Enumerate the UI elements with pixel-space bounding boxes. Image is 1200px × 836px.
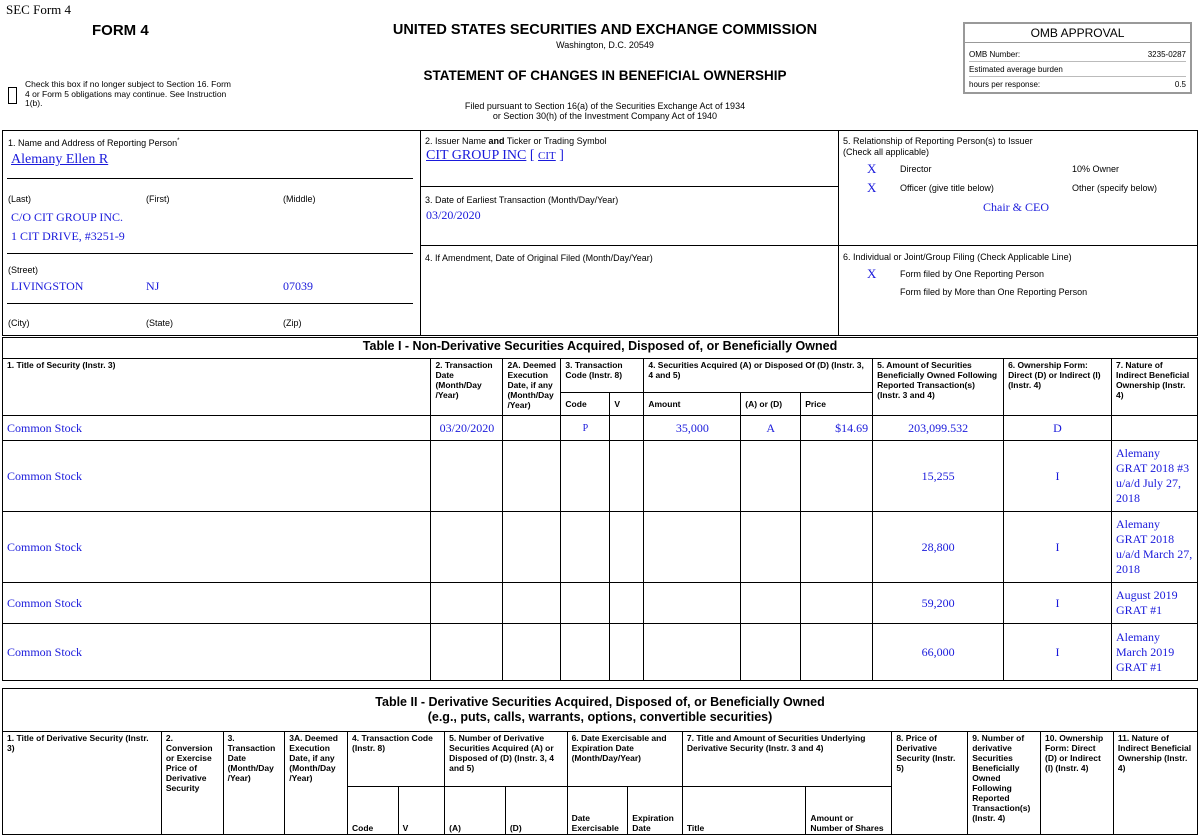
table-row xyxy=(3,583,1198,624)
cell-deemed-date xyxy=(503,416,561,441)
t2-header-code: 4. Transaction Code (Instr. 8) xyxy=(348,732,445,787)
cell-title: Common Stock xyxy=(3,416,431,441)
director-label: Director xyxy=(900,164,932,174)
other-label: Other (specify below) xyxy=(1072,183,1158,193)
t2-sub-d: (D) xyxy=(505,787,567,835)
cell-code xyxy=(561,624,610,681)
t2-header-ownership-form: 10. Ownership Form: Direct (D) or Indirect (I) (Instr. 4) xyxy=(1041,732,1114,835)
cell-amount-owned: 203,099.532 xyxy=(873,416,1004,441)
cell-a-or-d xyxy=(741,512,801,583)
commission-title: UNITED STATES SECURITIES AND EXCHANGE COMMISSION xyxy=(392,22,818,38)
table-row xyxy=(3,512,1198,583)
reporting-person-asterisk: * xyxy=(177,138,180,144)
state-label: (State) xyxy=(146,318,174,328)
reporting-person-label xyxy=(8,138,179,148)
cell-price xyxy=(801,583,873,624)
issuer-name-link[interactable]: CIT GROUP INC xyxy=(426,148,527,163)
ticker-open-bracket: [ xyxy=(529,148,535,163)
t2-header-deemed-date: 3A. Deemed Execution Date, if any (Month/Day /Year) xyxy=(285,732,348,835)
t1-header-code: 3. Transaction Code (Instr. 8) xyxy=(561,359,644,393)
no-longer-subject-checkbox[interactable] xyxy=(8,87,17,104)
table1-caption: Table I - Non-Derivative Securities Acquired, Disposed of, or Beneficially Owned xyxy=(3,338,1198,359)
cell-amount: 35,000 xyxy=(644,416,741,441)
t1-header-amount-owned: 5. Amount of Securities Beneficially Owned Following Reported Transaction(s) (Instr. 3 and 4) xyxy=(873,359,1004,416)
t1-sub-code: Code xyxy=(561,393,610,416)
t2-header-title: 1. Title of Derivative Security (Instr. 3) xyxy=(3,732,162,835)
filing-label: 6. Individual or Joint/Group Filing (Check Applicable Line) xyxy=(843,252,1072,262)
relationship-label-1: 5. Relationship of Reporting Person(s) to Issuer xyxy=(843,136,1033,146)
cell-v xyxy=(610,416,644,441)
omb-hours-value: 0.5 xyxy=(1174,80,1186,89)
amendment-label: 4. If Amendment, Date of Original Filed (Month/Day/Year) xyxy=(425,253,653,263)
middle-name-label: (Middle) xyxy=(283,194,316,204)
t1-sub-a-or-d: (A) or (D) xyxy=(741,393,801,416)
cell-amount-owned: 66,000 xyxy=(873,624,1004,681)
t1-header-transaction-date: 2. Transaction Date (Month/Day /Year) xyxy=(431,359,503,416)
cell-amount-owned: 15,255 xyxy=(873,441,1004,512)
omb-hours-label: hours per response: xyxy=(969,80,1041,89)
cell-transaction-date xyxy=(431,512,503,583)
omb-number-label: OMB Number: xyxy=(969,50,1021,59)
cell-nature xyxy=(1111,416,1197,441)
commission-city: Washington, D.C. 20549 xyxy=(556,40,654,50)
cell-code xyxy=(561,441,610,512)
cell-amount xyxy=(644,441,741,512)
omb-burden-row xyxy=(969,65,1186,77)
cell-amount xyxy=(644,624,741,681)
statement-title: STATEMENT OF CHANGES IN BENEFICIAL OWNERSHIP xyxy=(423,68,787,83)
cell-nature: Alemany GRAT 2018 u/a/d March 27, 2018 xyxy=(1111,512,1197,583)
cell-nature: Alemany March 2019 GRAT #1 xyxy=(1111,624,1197,681)
issuer-label-prefix: 2. Issuer Name xyxy=(425,136,489,146)
address-line-1: C/O CIT GROUP INC. xyxy=(11,210,124,224)
table-row xyxy=(3,624,1198,681)
cell-v xyxy=(610,441,644,512)
cell-price xyxy=(801,512,873,583)
cell-ownership-form: I xyxy=(1004,583,1112,624)
t1-sub-amount: Amount xyxy=(644,393,741,416)
cell-title: Common Stock xyxy=(3,441,431,512)
t1-sub-v: V xyxy=(610,393,644,416)
omb-number-row xyxy=(969,50,1186,62)
cell-transaction-date: 03/20/2020 xyxy=(431,416,503,441)
t2-sub-amount-shares: Amount or Number of Shares xyxy=(806,787,892,835)
sec-form-label: SEC Form 4 xyxy=(6,2,72,17)
cell-nature: Alemany GRAT 2018 #3 u/a/d July 27, 2018 xyxy=(1111,441,1197,512)
ticker-close-bracket: ] xyxy=(559,148,564,163)
table-non-derivative xyxy=(2,337,1198,681)
t1-header-title: 1. Title of Security (Instr. 3) xyxy=(3,359,431,416)
one-person-label: Form filed by One Reporting Person xyxy=(900,269,1045,279)
cell-v xyxy=(610,583,644,624)
t2-header-exercisable: 6. Date Exercisable and Expiration Date (Month/Day/Year) xyxy=(567,732,682,787)
filed-pursuant-text xyxy=(330,101,880,121)
form-title: FORM 4 xyxy=(92,22,149,39)
cell-transaction-date xyxy=(431,441,503,512)
cell-amount xyxy=(644,512,741,583)
officer-check-mark: X xyxy=(867,180,877,195)
table-derivative xyxy=(2,688,1198,835)
cell-code: P xyxy=(561,416,610,441)
officer-title-value: Chair & CEO xyxy=(983,200,1049,214)
one-person-check-mark: X xyxy=(867,266,877,281)
issuer-label-and: and xyxy=(488,136,505,146)
cell-deemed-date xyxy=(503,441,561,512)
cell-nature: August 2019 GRAT #1 xyxy=(1111,583,1197,624)
omb-hours-row xyxy=(969,80,1186,91)
cell-price: $14.69 xyxy=(801,416,873,441)
cell-title: Common Stock xyxy=(3,624,431,681)
cell-price xyxy=(801,441,873,512)
issuer-label-suffix: Ticker or Trading Symbol xyxy=(504,136,607,146)
reporting-info-grid xyxy=(2,130,1198,336)
omb-number-value: 3235-0287 xyxy=(1147,50,1186,59)
no-longer-subject-text: Check this box if no longer subject to Section 16. Form 4 or Form 5 obligations may continue. See Instruction 1(b). xyxy=(25,79,231,108)
t1-header-acquired: 4. Securities Acquired (A) or Disposed Of (D) (Instr. 3, 4 and 5) xyxy=(644,359,873,393)
table2-caption-line-2: (e.g., puts, calls, warrants, options, convertible securities) xyxy=(427,710,773,724)
zip-label: (Zip) xyxy=(283,318,302,328)
cell-code xyxy=(561,583,610,624)
omb-title: OMB APPROVAL xyxy=(965,26,1190,43)
cell-title: Common Stock xyxy=(3,512,431,583)
cell-transaction-date xyxy=(431,624,503,681)
t2-sub-title: Title xyxy=(682,787,805,835)
cell-deemed-date xyxy=(503,624,561,681)
ten-percent-owner-label: 10% Owner xyxy=(1072,164,1120,174)
director-check-mark: X xyxy=(867,161,877,176)
t1-sub-price: Price xyxy=(801,393,873,416)
t2-sub-v: V xyxy=(398,787,445,835)
earliest-date-value: 03/20/2020 xyxy=(426,208,481,222)
t2-header-conversion-price: 2. Conversion or Exercise Price of Derivative Security xyxy=(161,732,223,835)
table-row xyxy=(3,416,1198,441)
cell-amount-owned: 28,800 xyxy=(873,512,1004,583)
t1-header-deemed-date: 2A. Deemed Execution Date, if any (Month/Day /Year) xyxy=(503,359,561,416)
first-name-label: (First) xyxy=(146,194,170,204)
cell-v xyxy=(610,624,644,681)
relationship-label-2: (Check all applicable) xyxy=(843,147,930,157)
cell-ownership-form: I xyxy=(1004,624,1112,681)
t2-header-number-acquired: 5. Number of Derivative Securities Acquired (A) or Disposed of (D) (Instr. 3, 4 and 5) xyxy=(445,732,567,787)
omb-approval-box xyxy=(963,22,1192,94)
t1-header-nature: 7. Nature of Indirect Beneficial Ownership (Instr. 4) xyxy=(1111,359,1197,416)
cell-ownership-form: D xyxy=(1004,416,1112,441)
cell-title: Common Stock xyxy=(3,583,431,624)
table2-caption xyxy=(3,689,1198,732)
cell-a-or-d xyxy=(741,441,801,512)
last-name-label: (Last) xyxy=(8,194,32,204)
cell-ownership-form: I xyxy=(1004,441,1112,512)
cell-a-or-d: A xyxy=(741,416,801,441)
table2-caption-line-1: Table II - Derivative Securities Acquired, Disposed of, or Beneficially Owned xyxy=(375,695,825,709)
cell-deemed-date xyxy=(503,583,561,624)
cell-code xyxy=(561,512,610,583)
street-label: (Street) xyxy=(8,265,39,275)
city-value: LIVINGSTON xyxy=(11,279,84,293)
t2-header-underlying: 7. Title and Amount of Securities Underlying Derivative Security (Instr. 3 and 4) xyxy=(682,732,891,787)
table-row xyxy=(3,441,1198,512)
cell-ownership-form: I xyxy=(1004,512,1112,583)
t2-sub-code: Code xyxy=(348,787,399,835)
omb-burden-label: Estimated average burden xyxy=(969,65,1063,74)
issuer-label xyxy=(425,136,607,146)
more-persons-label: Form filed by More than One Reporting Person xyxy=(900,287,1088,297)
t2-header-number-owned: 9. Number of derivative Securities Beneficially Owned Following Reported Transaction(s) (Instr. 4) xyxy=(968,732,1041,835)
cell-a-or-d xyxy=(741,583,801,624)
cell-a-or-d xyxy=(741,624,801,681)
city-label: (City) xyxy=(8,318,30,328)
cell-amount-owned: 59,200 xyxy=(873,583,1004,624)
t2-header-price: 8. Price of Derivative Security (Instr. 5) xyxy=(892,732,968,835)
cell-v xyxy=(610,512,644,583)
t2-header-nature: 11. Nature of Indirect Beneficial Ownership (Instr. 4) xyxy=(1113,732,1197,835)
t2-sub-a: (A) xyxy=(445,787,506,835)
reporting-person-label-text: 1. Name and Address of Reporting Person xyxy=(8,138,178,148)
t2-header-transaction-date: 3. Transaction Date (Month/Day /Year) xyxy=(223,732,285,835)
cell-price xyxy=(801,624,873,681)
reporting-person-name-link[interactable]: Alemany Ellen R xyxy=(11,152,109,167)
cell-transaction-date xyxy=(431,583,503,624)
filed-pursuant-line-2: or Section 30(h) of the Investment Company Act of 1940 xyxy=(492,111,718,121)
cell-deemed-date xyxy=(503,512,561,583)
address-line-2: 1 CIT DRIVE, #3251-9 xyxy=(11,229,125,243)
cell-amount xyxy=(644,583,741,624)
t2-sub-expiration-date: Expiration Date xyxy=(628,787,683,835)
issuer-value xyxy=(426,148,564,164)
earliest-date-label: 3. Date of Earliest Transaction (Month/Day/Year) xyxy=(425,195,619,205)
filed-pursuant-line-1: Filed pursuant to Section 16(a) of the Securities Exchange Act of 1934 xyxy=(464,101,746,111)
officer-label: Officer (give title below) xyxy=(900,183,994,193)
zip-value: 07039 xyxy=(283,279,313,293)
t2-sub-date-exercisable: Date Exercisable xyxy=(567,787,628,835)
state-value: NJ xyxy=(146,279,160,293)
ticker-link[interactable]: CIT xyxy=(538,150,556,162)
t1-header-ownership-form: 6. Ownership Form: Direct (D) or Indirect (I) (Instr. 4) xyxy=(1004,359,1112,416)
